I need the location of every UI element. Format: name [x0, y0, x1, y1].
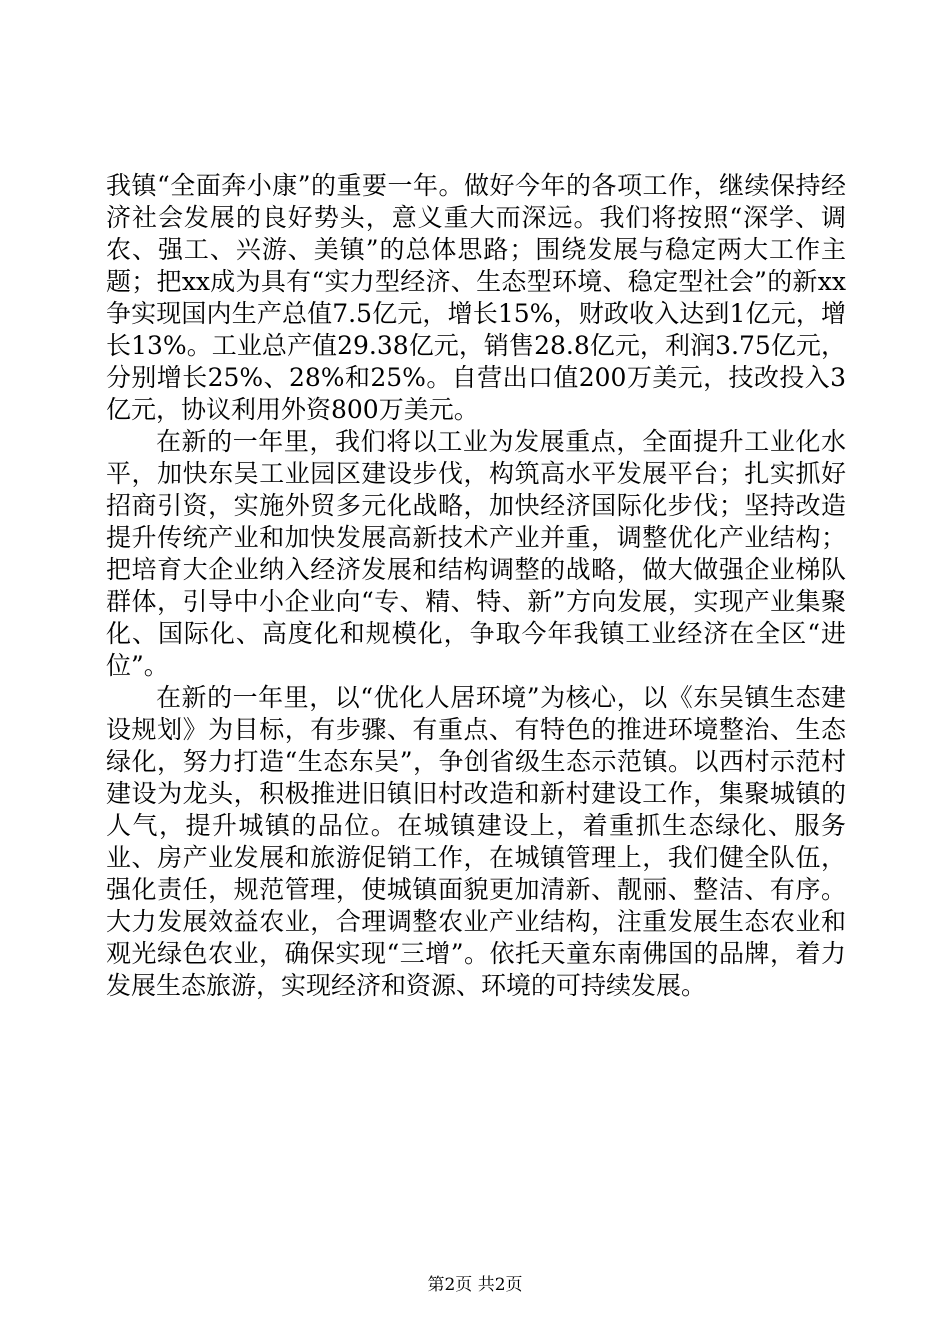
paragraph-3: 在新的一年里，以“优化人居环境”为核心，以《东吴镇生态建设规划》为目标，有步骤、有重点、有特色的推进环境整治、生态绿化，努力打造“生态东吴”，争创省级生态示范镇。以西村示范村建设为龙头，积极推进旧镇旧村改造和新村建设工作，集聚城镇的人气，提升城镇的品位。在城镇建设上，着重抓生态绿化、服务业、房产业发展和旅游促销工作，在城镇管理上，我们健全队伍，强化责任，规范管理，使城镇面貌更加清新、靓丽、整洁、有序。大力发展效益农业，合理调整农业产业结构，注重发展生态农业和观光绿色农业，确保实现“三增”。依托天童东南佛国的品牌，着力发展生态旅游，实现经济和资源、环境的可持续发展。 [106, 683, 846, 1000]
paragraph-2: 在新的一年里，我们将以工业为发展重点，全面提升工业化水平，加快东吴工业园区建设步伐，构筑高水平发展平台；扎实抓好招商引资，实施外贸多元化战略，加快经济国际化步伐；坚持改造提升传统产业和加快发展高新技术产业并重，调整优化产业结构；把培育大企业纳入经济发展和结构调整的战略，做大做强企业梯队群体，引导中小企业向“专、精、特、新”方向发展，实现产业集聚化、国际化、高度化和规模化，争取今年我镇工业经济在全区“进位”。 [106, 427, 846, 680]
paragraph-1: 我镇“全面奔小康”的重要一年。做好今年的各项工作，继续保持经济社会发展的良好势头，意义重大而深远。我们将按照“深学、调农、强工、兴游、美镇”的总体思路；围绕发展与稳定两大工作主题；把xx成为具有“实力型经济、生态型环境、稳定型社会”的新xx争实现国内生产总值7.5亿元，增长15%，财政收入达到1亿元，增长13%。工业总产值29.38亿元，销售28.8亿元，利润3.75亿元，分别增长25%、28%和25%。自营出口值200万美元，技改投入3亿元，协议利用外资800万美元。 [106, 171, 846, 424]
page-number-footer: 第2页 共2页 [427, 1275, 523, 1295]
document-body [106, 170, 846, 1002]
